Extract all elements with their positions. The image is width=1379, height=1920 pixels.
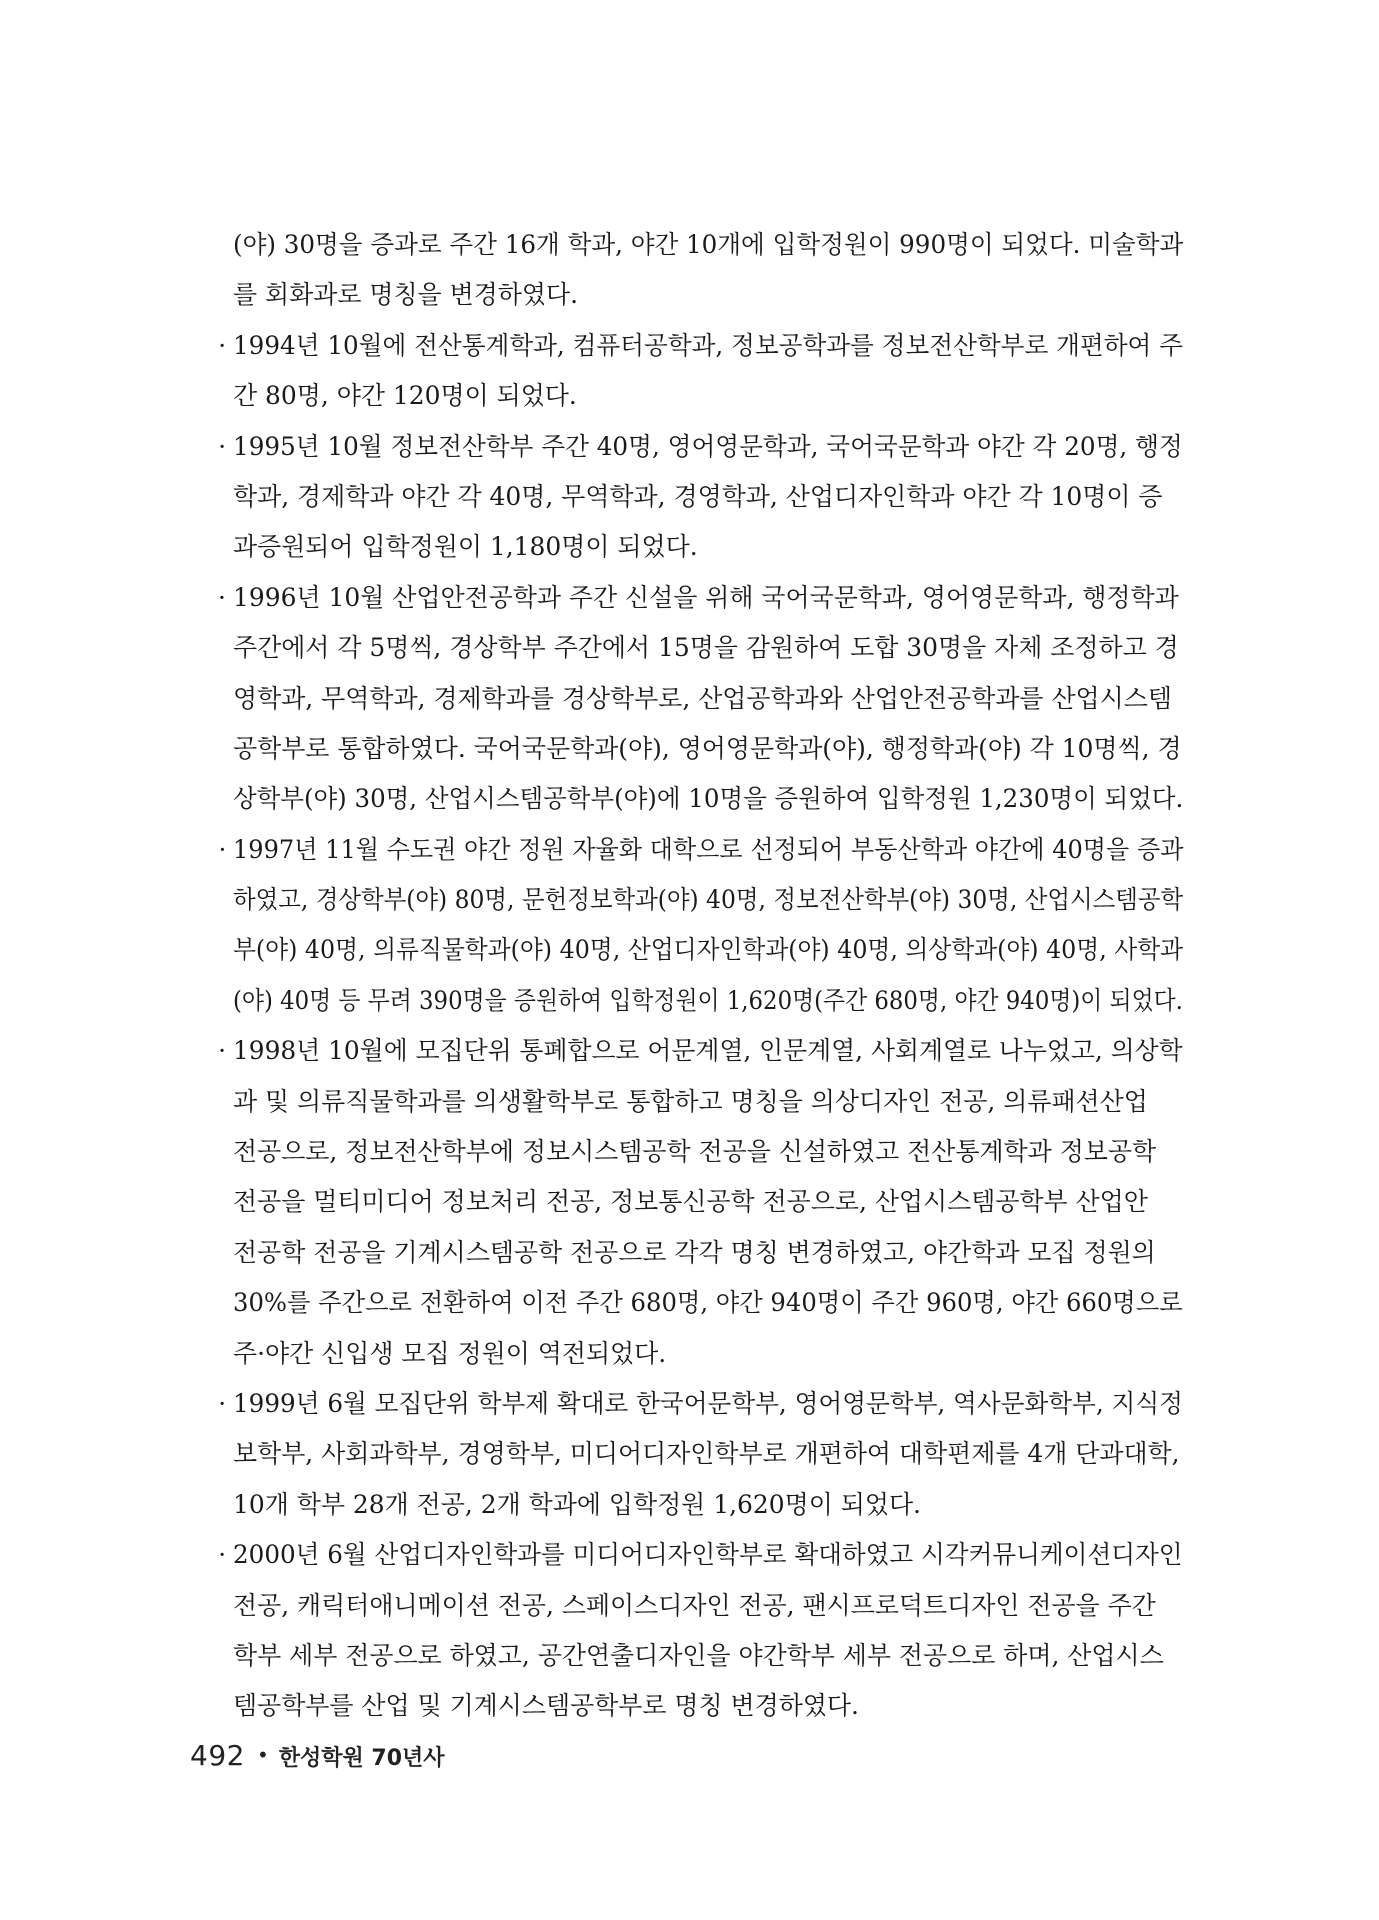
- line-text: 간 80명, 야간 120명이 되었다.: [233, 381, 577, 411]
- line-text: 과 및 의류직물학과를 의생활학부로 통합하고 명칭을 의상디자인 전공, 의류패션산업: [233, 1086, 1148, 1116]
- text-line: [233, 1581, 1183, 1631]
- line-text: 주·야간 신입생 모집 정원이 역전되었다.: [233, 1338, 667, 1368]
- text-line: [233, 724, 1183, 774]
- text-line: [233, 976, 1183, 1026]
- line-text: 영학과, 무역학과, 경제학과를 경상학부로, 산업공학과와 산업안전공학과를 산업시스템: [233, 683, 1172, 713]
- bullet-list-item: [215, 825, 1185, 1027]
- text-line: [233, 875, 1184, 925]
- line-text: (야) 30명을 증과로 주간 16개 학과, 야간 10개에 입학정원이 990명이 되었다. 미술학과: [233, 230, 1184, 259]
- book-title: 한성학원 70년사: [278, 1746, 445, 1771]
- footer-separator-icon: •: [256, 1743, 269, 1767]
- text-line: [218, 573, 1183, 623]
- line-text: 과증원되어 입학정원이 1,180명이 되었다.: [233, 532, 698, 562]
- bullet-dot-icon: ·: [218, 431, 227, 461]
- line-text: 부(야) 40명, 의류직물학과(야) 40명, 산업디자인학과(야) 40명, 의상학과(야) 40명, 사학과: [233, 935, 1184, 965]
- text-line: [233, 1177, 1183, 1227]
- line-text: 보학부, 사회과학부, 경영학부, 미디어디자인학부로 개편하여 대학편제를 4개 단과대학,: [233, 1439, 1180, 1469]
- line-text: 를 회화과로 명칭을 변경하였다.: [233, 280, 579, 310]
- text-line: [233, 1127, 1183, 1177]
- text-line: [233, 774, 1184, 824]
- text-line: [233, 1228, 1183, 1278]
- line-text: 전공을 멀티미디어 정보처리 전공, 정보통신공학 전공으로, 산업시스템공학부 산업안: [233, 1187, 1148, 1217]
- line-text: (야) 40명 등 무려 390명을 증원하여 입학정원이 1,620명(주간 680명, 야간 940명)이 되었다.: [233, 985, 1183, 1015]
- text-line: [233, 522, 1183, 572]
- line-text: 1995년 10월 정보전산학부 주간 40명, 영어영문학과, 국어국문학과 야간 각 20명, 행정: [233, 431, 1183, 461]
- text-line: [218, 1379, 1183, 1429]
- text-line: [233, 674, 1183, 724]
- text-line: [233, 925, 1184, 975]
- line-text: 전공으로, 정보전산학부에 정보시스템공학 전공을 신설하였고 전산통계학과 정보공학: [233, 1137, 1157, 1167]
- text-line: [233, 1429, 1183, 1479]
- line-text: 상학부(야) 30명, 산업시스템공학부(야)에 10명을 증원하여 입학정원 1,230명이 되었다.: [233, 784, 1184, 814]
- bullet-dot-icon: ·: [218, 1036, 227, 1066]
- text-line: [218, 1530, 1183, 1580]
- line-text: 공학부로 통합하였다. 국어국문학과(야), 영어영문학과(야), 행정학과(야) 각 10명씩, 경: [233, 733, 1182, 763]
- text-line: [233, 1480, 1183, 1530]
- text-line: [233, 1077, 1183, 1127]
- line-text: 주간에서 각 5명씩, 경상학부 주간에서 15명을 감원하여 도합 30명을 자체 조정하고 경: [233, 633, 1179, 663]
- bullet-dot-icon: ·: [218, 582, 226, 612]
- bullet-dot-icon: ·: [218, 834, 227, 864]
- line-text: 1994년 10월에 전산통계학과, 컴퓨터공학과, 정보공학과를 정보전산학부로 개편하여 주: [233, 330, 1183, 360]
- line-text: 1997년 11월 수도권 야간 정원 자율화 대학으로 선정되어 부동산학과 야간에 40명을 증과: [233, 834, 1184, 864]
- bullet-list-item: [215, 573, 1185, 825]
- line-text: 전공, 캐릭터애니메이션 전공, 스페이스디자인 전공, 팬시프로덕트디자인 전공을 주간: [233, 1590, 1156, 1620]
- text-line: [233, 623, 1183, 673]
- bullet-dot-icon: ·: [218, 330, 227, 360]
- line-text: 학과, 경제학과 야간 각 40명, 무역학과, 경영학과, 산업디자인학과 야간 각 10명이 증: [233, 481, 1163, 511]
- bullet-list-item: [215, 321, 1185, 422]
- bullet-list-item: [215, 1530, 1185, 1732]
- line-text: 1998년 10월에 모집단위 통폐합으로 어문계열, 인문계열, 사회계열로 나누었고, 의상학: [233, 1036, 1183, 1066]
- line-text: 1999년 6월 모집단위 학부제 확대로 한국어문학부, 영어영문학부, 역사문화학부, 지식정: [233, 1388, 1183, 1418]
- text-line: [218, 1026, 1183, 1076]
- document-body: [215, 220, 1185, 1732]
- text-line: [233, 371, 1183, 421]
- line-text: 2000년 6월 산업디자인학과를 미디어디자인학부로 확대하였고 시각커뮤니케이션디자인: [233, 1540, 1183, 1570]
- bullet-dot-icon: ·: [218, 1388, 227, 1418]
- line-text: 하였고, 경상학부(야) 80명, 문헌정보학과(야) 40명, 정보전산학부(야) 30명, 산업시스템공학: [233, 885, 1184, 915]
- text-line: [233, 270, 1183, 320]
- text-line: [233, 472, 1183, 522]
- bullet-list-item: [215, 422, 1185, 573]
- bullet-dot-icon: ·: [218, 1540, 227, 1570]
- line-text: 1996년 10월 산업안전공학과 주간 신설을 위해 국어국문학과, 영어영문학과, 행정학과: [233, 582, 1179, 612]
- text-line: [233, 1278, 1183, 1328]
- line-text: 템공학부를 산업 및 기계시스템공학부로 명칭 변경하였다.: [233, 1691, 859, 1721]
- text-line: [218, 321, 1183, 371]
- line-text: 전공학 전공을 기계시스템공학 전공으로 각각 명칭 변경하였고, 야간학과 모집 정원의: [233, 1237, 1156, 1267]
- page-number: 492: [190, 1739, 245, 1772]
- line-text: 학부 세부 전공으로 하였고, 공간연출디자인을 야간학부 세부 전공으로 하며, 산업시스: [233, 1640, 1164, 1670]
- line-text: 30%를 주간으로 전환하여 이전 주간 680명, 야간 940명이 주간 960명, 야간 660명으로: [233, 1288, 1183, 1318]
- text-line: [233, 1681, 1183, 1731]
- line-text: 10개 학부 28개 전공, 2개 학과에 입학정원 1,620명이 되었다.: [233, 1489, 921, 1519]
- text-line: [233, 1329, 1183, 1379]
- text-line: [233, 220, 1184, 270]
- text-line: [218, 825, 1184, 875]
- page-footer: [190, 1736, 445, 1776]
- bullet-list-item: [215, 1026, 1185, 1379]
- text-line: [233, 1631, 1183, 1681]
- continuation-paragraph: [215, 220, 1185, 321]
- bullet-list-item: [215, 1379, 1185, 1530]
- text-line: [218, 422, 1183, 472]
